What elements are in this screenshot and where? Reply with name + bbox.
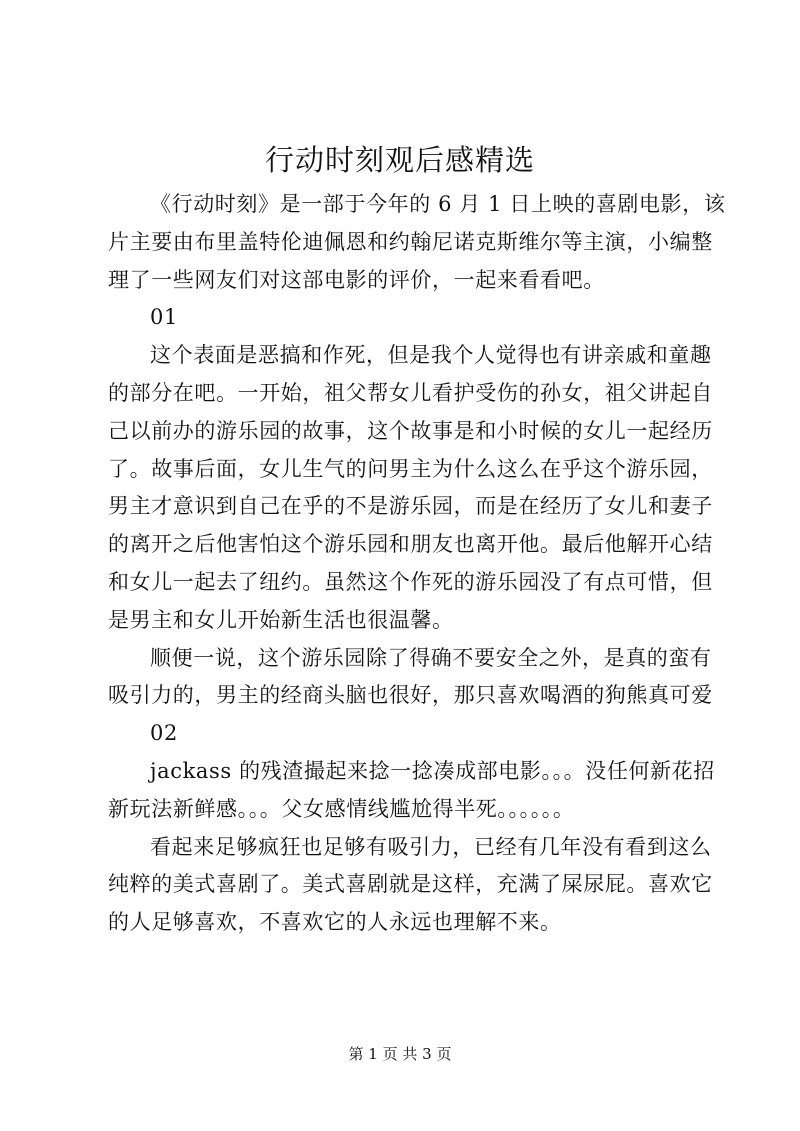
paragraph-line: 是男主和女儿开始新生活也很温馨。 <box>108 607 454 632</box>
paragraph <box>108 753 715 829</box>
paragraph <box>108 829 713 942</box>
paragraph-line: 02 <box>150 721 178 746</box>
paragraph-line: jackass 的残渣撮起来捻一捻凑成部电影。。。没任何新花招 <box>150 758 715 783</box>
paragraph-line: 01 <box>150 305 178 330</box>
paragraph <box>108 337 713 639</box>
document-title: 行动时刻观后感精选 <box>264 143 535 177</box>
paragraph-line: 片主要由布里盖特伦迪佩恩和约翰尼诺克斯维尔等主演，小编整 <box>108 229 713 254</box>
paragraph-line: 男主才意识到自己在乎的不是游乐园，而是在经历了女儿和妻子 <box>108 494 713 519</box>
document-body <box>108 186 726 942</box>
paragraph-line: 的离开之后他害怕这个游乐园和朋友也离开他。最后他解开心结 <box>108 532 713 557</box>
paragraph <box>108 640 713 716</box>
paragraph-line: 顺便一说，这个游乐园除了得确不要安全之外，是真的蛮有 <box>150 645 712 670</box>
paragraph-line: 这个表面是恶搞和作死，但是我个人觉得也有讲亲戚和童趣 <box>150 343 712 368</box>
paragraph-line: 纯粹的美式喜剧了。美式喜剧就是这样，充满了屎尿屁。喜欢它 <box>108 872 713 897</box>
paragraph-line: 己以前办的游乐园的故事，这个故事是和小时候的女儿一起经历 <box>108 418 713 443</box>
paragraph-line: 理了一些网友们对这部电影的评价，一起来看看吧。 <box>108 267 605 292</box>
paragraph-line: 新玩法新鲜感。。。父女感情线尴尬得半死。。。。。。 <box>108 796 575 821</box>
paragraph-line: 的部分在吧。一开始，祖父帮女儿看护受伤的孙女，祖父讲起自 <box>108 380 713 405</box>
page-footer: 第 1 页 共 3 页 <box>348 1045 452 1063</box>
paragraph-line: 了。故事后面，女儿生气的问男主为什么这么在乎这个游乐园， <box>108 456 713 481</box>
paragraph <box>108 186 726 299</box>
paragraph-line: 吸引力的，男主的经商头脑也很好，那只喜欢喝酒的狗熊真可爱 <box>108 683 713 708</box>
paragraph-line: 《行动时刻》是一部于今年的 6 月 1 日上映的喜剧电影，该 <box>150 192 726 216</box>
paragraph <box>108 299 700 337</box>
paragraph-line: 看起来足够疯狂也足够有吸引力，已经有几年没有看到这么 <box>150 834 712 859</box>
paragraph-line: 和女儿一起去了纽约。虽然这个作死的游乐园没了有点可惜，但 <box>108 569 713 594</box>
paragraph-line: 的人足够喜欢，不喜欢它的人永远也理解不来。 <box>108 910 562 935</box>
paragraph <box>108 715 700 753</box>
